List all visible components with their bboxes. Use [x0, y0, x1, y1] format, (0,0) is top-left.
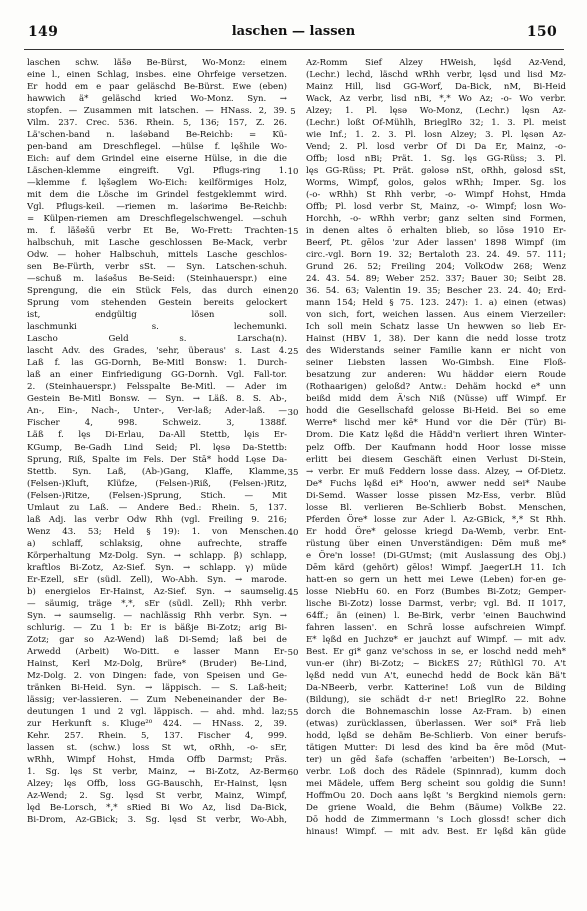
text-line: (Bildung), sie schädt d-r net! BrieglRo 22. Bohne: [306, 694, 566, 705]
line-number: 35: [287, 467, 299, 478]
text-line: Best. Er gi* ganz ve'schoss in se, er loschd nedd meh*: [306, 646, 566, 657]
text-line: halbschuh, mit Lasche geschlossen Be-Mack, verbr: [27, 238, 287, 249]
line-number: 15: [287, 227, 299, 238]
text-line: (Felsen-)Ritze, (Felsen-)Sprung, Stich. — Mit: [27, 490, 287, 501]
text-line: hodd, lęßd se dehäm Be-Schlierb. Von einer berufs-: [306, 730, 566, 741]
line-number: 40: [287, 527, 299, 538]
text-line: Vgl. Pflugs-keil. —riemen m. laśərimə Be-Reichb:: [27, 202, 287, 213]
text-line: schlurig. — Zu 1 b: Er is bäßje Bi-Zotz; arig Bi-: [27, 622, 287, 633]
text-line: Az-Romm Sief Alzey HWeish, lęśd Az-Vend,: [306, 58, 566, 68]
line-number: 50: [287, 647, 299, 658]
line-number: 25: [287, 347, 299, 358]
text-line: rüstung über einen Unverständigen: Dēm muß me*: [306, 538, 566, 549]
text-line: von sich, fort, weichen lassen. Aus einem Vierzeiler:: [306, 310, 566, 321]
line-number: 5: [290, 107, 296, 118]
text-line: (etwas) zurücklassen, überlassen. Wer soi* Frā lieb: [306, 718, 566, 729]
text-line: losse NiebHu 60. en Forz (Bumbes Bi-Zotz; Gemper-: [306, 586, 566, 597]
text-line: E* lęßd en Juchzɐ* er jauchzt auf Wimpf. — mit adv.: [306, 634, 566, 645]
text-line: hodd die Gesellschafd gelosse Bi-Heid. Bei so eme: [306, 406, 566, 417]
text-line: Dō hodd de Zimmermann 's Loch glossd! scher dich: [306, 814, 566, 825]
running-head: laschen — lassen: [231, 24, 356, 39]
text-line: Offb; Pl. losd verbr St, Mainz, -o- Wimpf; losn Wo-: [306, 202, 566, 213]
line-number: 60: [287, 768, 299, 779]
text-line: a) schlaff, schlaksig, ohne aufrechte, straffe: [27, 538, 287, 549]
text-line: De* Fuchs lęßd ei* Hoo'n, awwer nedd sei* Naube: [306, 478, 566, 489]
text-line: mann 154; Held § 75. 123. 247): 1. a) einen (etwas): [306, 298, 566, 309]
text-line: Stettb. Syn. Laß, (Ab-)Gang, Klaffe, Klamme,: [27, 466, 287, 477]
text-line: Worms, Wimpf, golos, gəlos wRhh; Imper. Sg. los: [306, 178, 566, 189]
text-line: mei Mädele, uffem Berg scheint sou goldig die Sunn!: [306, 778, 566, 789]
text-line: zur Herkunft s. Kluge²⁰ 424. — HNass. 2, 39.: [27, 718, 287, 729]
text-line: sen Be-Fürth, verbr sSt. — Syn. Latschen-schuh.: [27, 262, 287, 273]
text-line: (Felsen-)Kluft, Klüfze, (Felsen-)Riß, (Felsen-)Ritz,: [27, 478, 287, 489]
text-line: Gestein Be-Mitl Bonsw. — Syn. → Läß. 8. S. Ab-,: [27, 394, 287, 405]
text-line: hatt-en so gern un hett mei Lewe (Leben) for-en ge-: [306, 574, 566, 585]
text-line: Laß f. las GG-Dornh, Be-Mitl Bonsw: 1. Durch-: [27, 358, 287, 369]
text-line: 36. 54. 63; Valentin 19. 35; Bescher 23. 24. 40; Erd-: [306, 286, 566, 297]
text-line: Sprung vom stehenden Gestein bereits gelockert: [27, 298, 287, 309]
text-line: tränken Bi-Heid. Syn. → läppisch. — S. Laß-heit;: [27, 682, 287, 693]
line-number: 45: [287, 587, 299, 598]
text-line: Odw. — hoher Halbschuh, mittels Lasche geschlos-: [27, 250, 287, 261]
text-line: Vend; 2. Pl. losd verbr Of Di Da Er, Mainz, -o-: [306, 142, 566, 153]
text-line: Drom. Die Katz lęßd die Hädd'n verliert ihren Winter-: [306, 430, 566, 441]
text-line: Da-NBeerb, verbr. Katterine! Loß vun de Bilding: [306, 682, 566, 693]
text-line: besatzung zur anderen: Wu häddər eiern Roude: [306, 370, 566, 381]
text-line: Alzey; lęs Offb, loss GG-Bauschh, Er-Hainst, lęsn: [27, 778, 287, 789]
text-line: fahren lassen'. en Schrā losse aufschreien Wimpf.: [306, 622, 566, 633]
text-line: Eich: auf dem Grindel eine eiserne Hülse, in die die: [27, 154, 287, 165]
text-line: Bi-Drom, Az-GBick; 3. Sg. lęsd St verbr, Wo-Abh,: [27, 814, 287, 825]
text-line: (-o- wRhh) St Rhh verbr, -o- Wimpf Hohst, Hmda: [306, 190, 566, 201]
text-line: Kehr. 257. Rhein. 5, 137. Fischer 4, 999.: [27, 730, 287, 741]
text-line: pelz Offb. Der Kaufmann hodd Hoor losse misse: [306, 442, 566, 453]
text-line: Grund 26. 52; Freiling 204; VolkOdw 268; Wenz: [306, 262, 566, 273]
text-line: — säumig, träge *,*, sEr (südl. Zell); Rhh verbr.: [27, 598, 287, 609]
text-line: Alzey; 1. Pl. lęsə Wo-Monz, (Lechr.) lęsn Az-: [306, 106, 566, 117]
text-line: lęs GG-Rüss; Pt. Prät. gəlosə nSt, oRhh, gəlosd sSt,: [306, 166, 566, 177]
text-line: An-, Ein-, Nach-, Unter-, Ver-laß; Ader-laß. —: [27, 406, 287, 417]
text-line: ter) un gēd šafə (schaffen 'arbeiten') Be-Lorsch, →: [306, 754, 566, 765]
text-line: m. f. läšəšū verbr Et Be, Wo-Frett: Trachten-: [27, 226, 287, 237]
text-line: laschen schw. läšə Be-Bürst, Wo-Monz: einem: [27, 58, 287, 68]
right-column: [306, 57, 566, 838]
text-line: → verbr. Er muß Feddern losse dass. Alzey, → Of-Dietz.: [306, 466, 566, 477]
text-line: stopfen. — Zusammen mit latschen. — HNass. 2, 39.: [27, 106, 287, 117]
text-line: circ.-vgl. Born 19. 32; Bertaloth 23. 24. 49. 57. 111;: [306, 250, 566, 261]
text-line: De griene Woald, die Behm (Bäume) VolkBe 22.: [306, 802, 566, 813]
page-number-left: 149: [28, 24, 59, 40]
line-number: 30: [287, 407, 299, 418]
text-line: Werre* lischd mer kē* Hund vor die Dēr (Tür) Bi-: [306, 418, 566, 429]
text-line: Fischer 4, 998. Schweiz. 3, 1388f.: [27, 418, 287, 429]
text-line: (Rothaarigen) geloßd? Antw.: Dehäm hockd e* unn: [306, 382, 566, 393]
text-line: Pferden Öre* losse zur Ader l. Az-GBick, *,* St Rhh.: [306, 514, 566, 525]
text-line: Wack, Az verbr, lisd nBi, *,* Wo Az; -o- Wo verbr.: [306, 94, 566, 105]
text-line: Sprengung, die ein Stück Fels, das durch einen: [27, 286, 287, 297]
text-line: losse Bl. verlieren Be-Schlierb Bobst. Menschen,: [306, 502, 566, 513]
text-line: e Öre'n losse! (Di-GUmst; (mit Auslassung des Obj.): [306, 550, 566, 561]
line-number: 55: [287, 708, 299, 719]
text-line: Hainst, Kerl Mz-Dolg, Brüre* (Bruder) Be-Lind,: [27, 658, 287, 669]
text-line: tätigen Mutter: Di lesd des kind ba ēre mōd (Mut-: [306, 742, 566, 753]
text-line: verbr. Loß doch des Rädele (Spinnrad), kumm doch: [306, 766, 566, 777]
text-line: hawwich ä* geläschd kried Wo-Monz. Syn. →: [27, 94, 287, 105]
text-line: beißd midd dem Ä'sch Niß (Nüsse) uff Wimpf. Er: [306, 394, 566, 405]
text-line: Umlaut zu Laß. — Andere Bed.: Rhein. 5, 137.: [27, 502, 287, 513]
text-line: Vilm. 237. Crec. 536. Rhein. 5, 136; 157, Z. 26.: [27, 118, 287, 129]
text-line: Horchh, -o- wRhh verbr; ganz selten sind Formen,: [306, 214, 566, 225]
text-line: 2. (Steinhauerspr.) Felsspalte Be-Mitl. — Ader im: [27, 382, 287, 393]
text-line: laß an einer Einfriedigung GG-Dornh. Vgl. Fall-tor.: [27, 370, 287, 381]
line-number: 10: [287, 167, 299, 178]
text-line: Ich soll mein Schatz lasse Un hewwen so lieb Er-: [306, 322, 566, 333]
text-line: KGump, Be-Gadh Lind Seid; Pl. lęsə Da-Stettb:: [27, 442, 287, 453]
text-line: Syn. → saumselig. — nachlässig Rhh verbr. Syn. →: [27, 610, 287, 621]
text-line: Lä'schen-band n. laśəband Be-Reichb: = Kü-: [27, 130, 287, 141]
text-line: eine l., einen Schlag, insbes. eine Ohrfeige versetzen.: [27, 70, 287, 81]
text-line: dorch die Bohnemaschin losse Az-Fram. b) einen: [306, 706, 566, 717]
text-line: (Lechr.) lechd, läschd wRhh verbr, lęsd und lisd Mz-: [306, 70, 566, 81]
text-line: Körperhaltung Mz-Dolg. Syn. → schlapp. β) schlapp,: [27, 550, 287, 561]
text-line: vun-er (ihr) Bi-Zotz; ~ BickES 27; RüthlGl 70. A't: [306, 658, 566, 669]
text-line: (Lechr.) loßt Of-Mühlh, BrieglRo 32; 1. 3. Pl. meist: [306, 118, 566, 129]
text-line: Er hodd em e paar geläschd Be-Bürst. Ewe (eben): [27, 82, 287, 93]
text-line: Er hodd Öre* gelosse kriegd Da-Wemb, verbr. Ent-: [306, 526, 566, 537]
text-line: Mz-Dolg. 2. von Dingen: fade, von Speisen und Ge-: [27, 670, 287, 681]
text-line: b) energielos Er-Hainst, Az-Sief. Syn. → saumselig.: [27, 586, 287, 597]
text-line: HoffmOu 20. Doch aans lęßt 's Bergkind niemols gern:: [306, 790, 566, 801]
text-line: Wenz 43. 53; Held § 19): 1. von Menschen.: [27, 526, 287, 537]
text-line: 64ff.; än (einen) l. Be-Birk, verbr 'einen Bauchwind: [306, 610, 566, 621]
text-line: Er-Ezell, sEr (südl. Zell), Wo-Abh. Syn. → marode.: [27, 574, 287, 585]
text-line: wRhh, Wimpf Hohst, Hmda Offb Darmst; Präs.: [27, 754, 287, 765]
text-line: laschmunki s. lechemunki.: [27, 322, 287, 333]
text-line: 24. 43. 54. 89; Weber 252. 337; Bauer 30; Seibt 28.: [306, 274, 566, 285]
text-line: laß Adj. las verbr Odw Rhh (vgl. Freiling 9. 216;: [27, 514, 287, 525]
text-line: Arwedd (Arbeit) Wo-Ditt. e lasser Mann Er-: [27, 646, 287, 657]
text-line: hinaus! Wimpf. — mit adv. Best. Er lęßd kān güde: [306, 827, 566, 837]
text-line: —klemme f. lęšəglem Wo-Eich: keilförmiges Holz,: [27, 178, 287, 189]
text-line: Di-Semd. Wasser losse pissen Mz-Ess, verbr. Blūd: [306, 490, 566, 501]
text-line: erlitt bei diesem Geschäft einen Verlust Di-Stein,: [306, 454, 566, 465]
text-line: in denen altes ō erhalten blieb, so lōsə 1910 Er-: [306, 226, 566, 237]
text-line: Beerf, Pt. gēlos 'zur Ader lassen' 1898 Wimpf (im: [306, 238, 566, 249]
text-line: Sprung, Riß, Spalte im Fels. Der Stā* hodd Lęse Da-: [27, 454, 287, 465]
text-line: seiner Liebsten lassen Wo-Gimbsh. Eine Floß-: [306, 358, 566, 369]
page-header: [0, 24, 587, 46]
text-line: Az-Wend; 2. Sg. lęsd St verbr, Mainz, Wimpf,: [27, 790, 287, 801]
text-line: deutungen 1 und 2 vgl. läppisch. — ahd. mhd. laz;: [27, 706, 287, 717]
text-line: Zotz; gar so Az-Wend) laß Di-Semd; laß bei de: [27, 634, 287, 645]
text-line: Offb; losd nBi; Prät. 1. Sg. lęs GG-Rüss; 3. Pl.: [306, 154, 566, 165]
text-line: des Widerstands seiner Familie kann er nicht von: [306, 346, 566, 357]
text-line: 1. Sg. lęs St verbr, Mainz, → Bi-Zotz, Az-Berm: [27, 766, 287, 777]
page-number-right: 150: [526, 24, 557, 40]
text-line: ist, endgültig lösen soll.: [27, 310, 287, 321]
text-line: lässig; ver-lassieren. — Zum Nebeneinander der Be-: [27, 694, 287, 705]
text-line: lische Bi-Zotz) losse Darmst, verbr; vgl. Bd. II 1017,: [306, 598, 566, 609]
text-line: pen-band am Dreschflegel. —hülse f. lęšhile Wo-: [27, 142, 287, 153]
text-line: Hainst (HBV 1, 38). Der kann die nedd losse trotz: [306, 334, 566, 345]
text-line: Dēm kärd (gehört) gēlos! Wimpf. JaegerLH 11. Ich: [306, 562, 566, 573]
text-line: lęd Be-Lorsch, *,* sRied Bi Wo Az, lisd Da-Bick,: [27, 802, 287, 813]
text-line: wie Inf.; 1. 2. 3. Pl. losn Alzey; 3. Pl. lęsən Az-: [306, 130, 566, 141]
text-line: kraftlos Bi-Zotz, Az-Sief. Syn. → schlapp. γ) müde: [27, 562, 287, 573]
text-line: lascht Adv. des Grades, 'sehr, überaus' s. Last 4.: [27, 346, 287, 357]
line-number: 20: [287, 287, 299, 298]
text-line: Lascho Geld s. Larscha(n).: [27, 334, 287, 345]
text-line: = Külpen-riemen am Dreschflegelschwengel. —schuh: [27, 214, 287, 225]
text-line: lęßd nedd vun A't, eunechd hedd de Bock kän Bä't: [306, 670, 566, 681]
text-line: Läß f. lęs Di-Erlau, Da-All Stettb, lęis Er-: [27, 430, 287, 441]
text-line: mit dem die Lösche im Grindel festgeklemmt wird.: [27, 190, 287, 201]
text-line: lassen st. (schw.) loss St wt, oRhh, -o- sEr,: [27, 742, 287, 753]
text-line: —schuß m. laśəšus Be-Seid: (Steinhauerspr.) eine: [27, 274, 287, 285]
header-rule: [24, 49, 564, 50]
text-line: Läschen-klemme eingreift. Vgl. Pflugs-ring 1.: [27, 166, 287, 177]
left-column: [27, 57, 287, 826]
text-line: Mainz Hill, lisd GG-Worf, Da-Bick, nM, Bi-Heid: [306, 82, 566, 93]
